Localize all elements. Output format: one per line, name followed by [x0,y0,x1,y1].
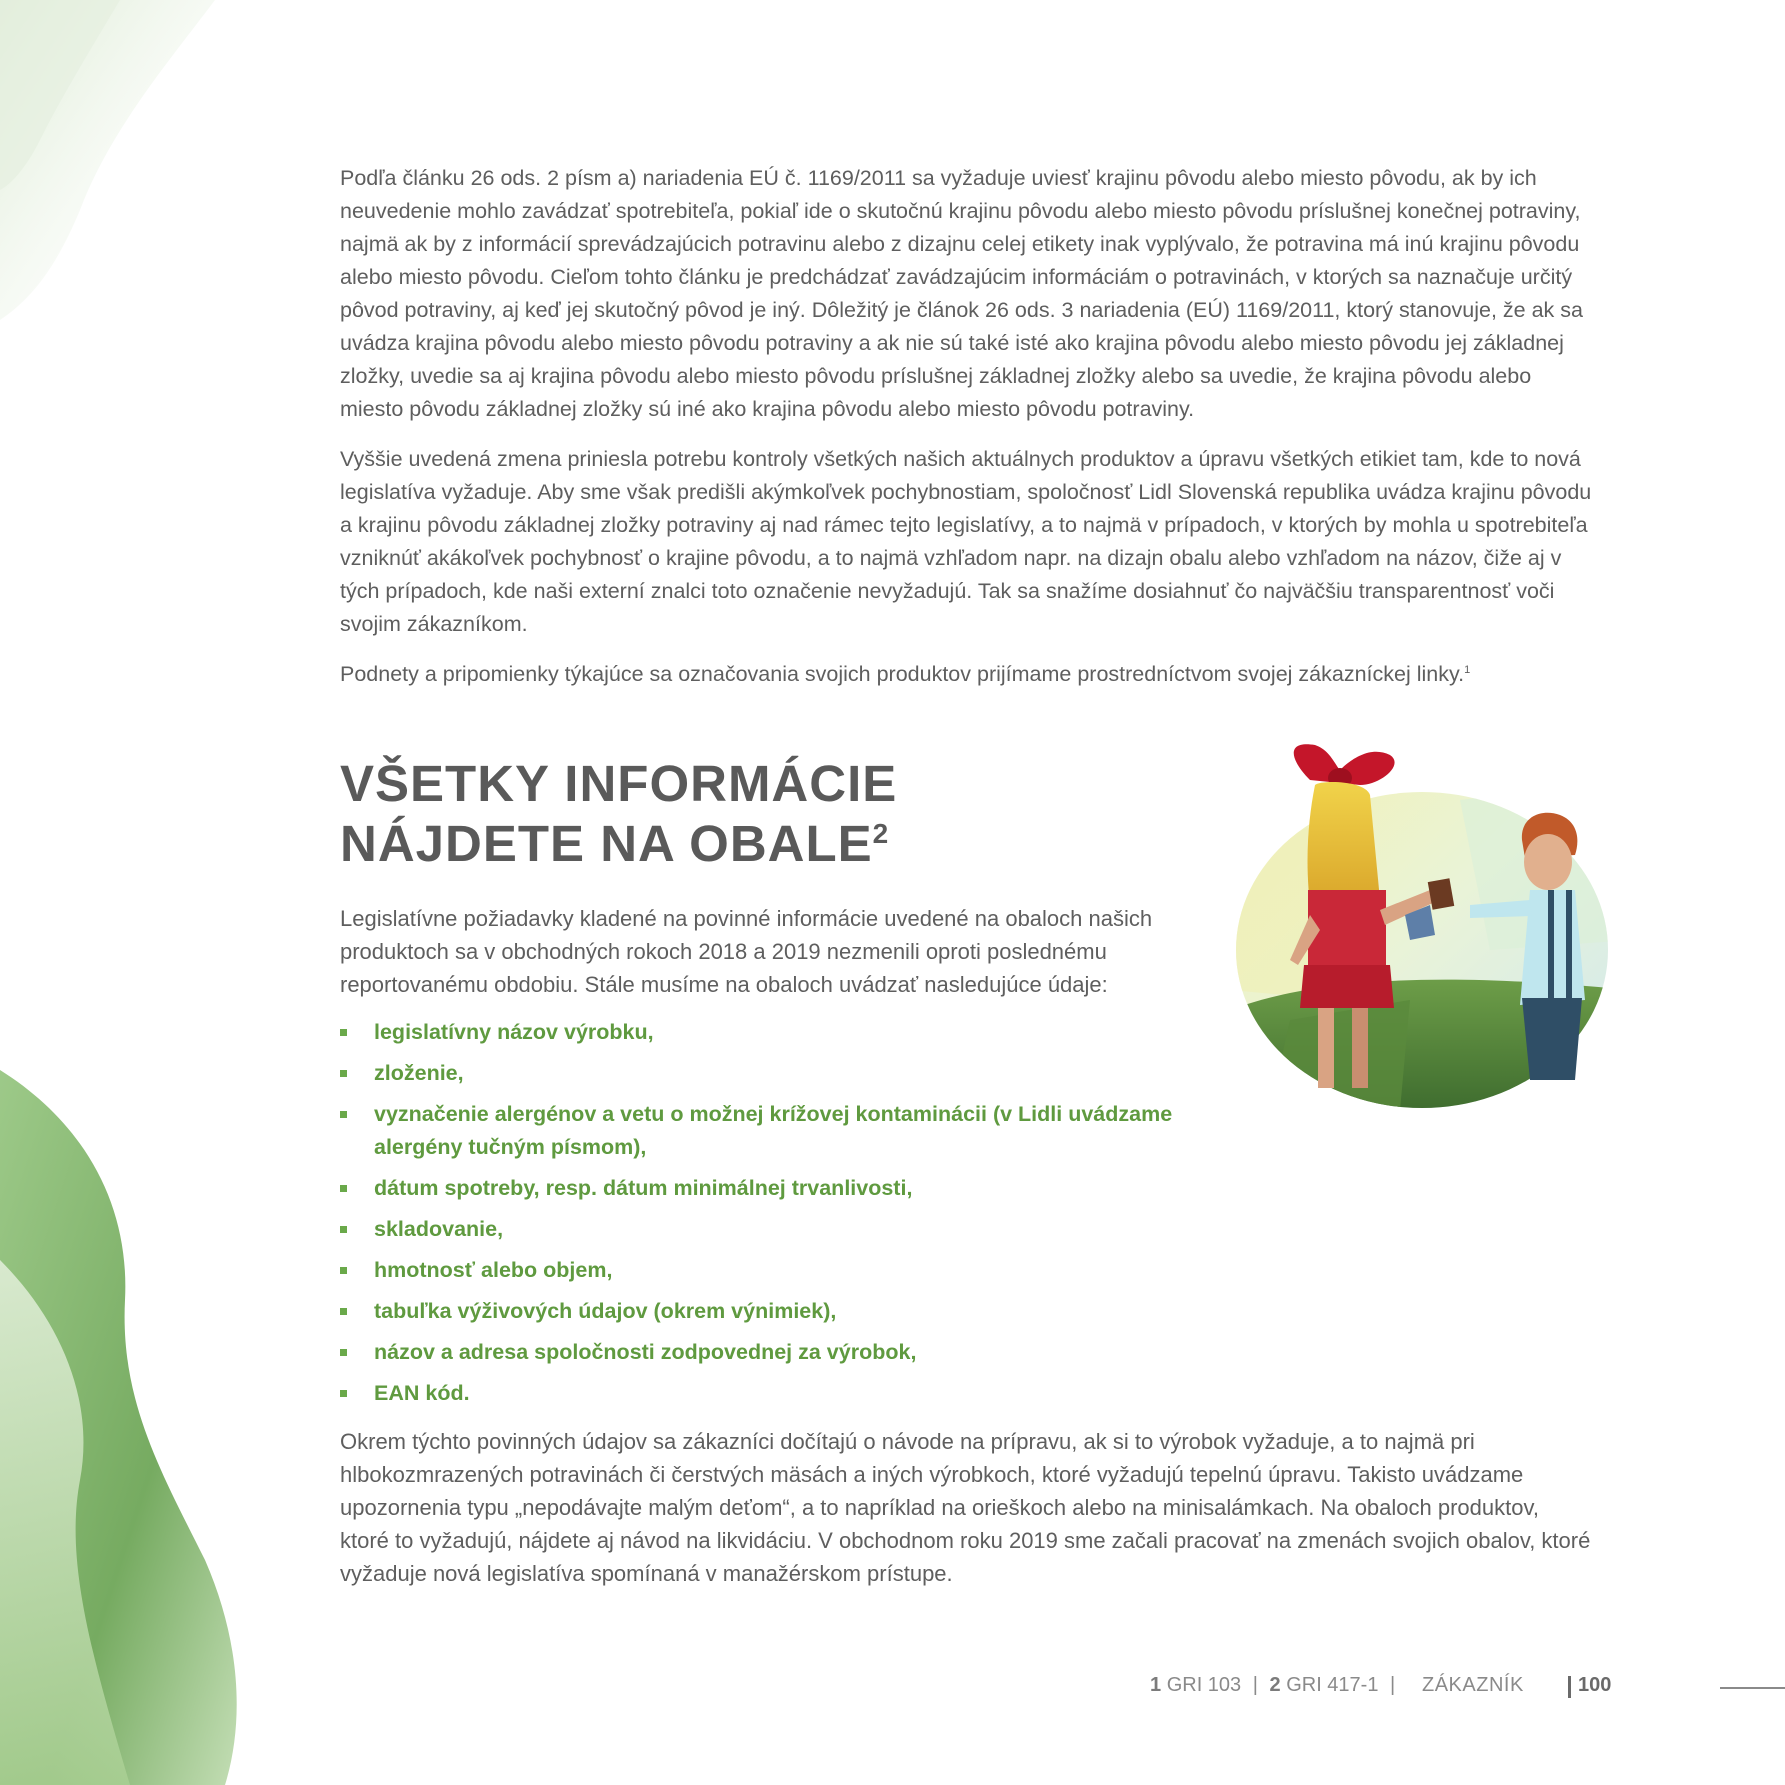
footer-ref-2-number: 2 [1269,1674,1281,1696]
section-heading [340,754,1240,874]
page-number: 100 [1578,1674,1612,1696]
bullet-icon [340,1029,347,1036]
paragraph-2: Vyššie uvedená zmena priniesla potrebu kontroly všetkých našich aktuálnych produktov a úpravu všetkých etikiet tam, kde to nová legislatíva vyžaduje. Aby sme však predišli akýmkoľvek pochybnostiam, spoločnosť Lidl Slovenská republika uvádza krajinu pôvodu a krajinu pôvodu základnej zložky potraviny aj nad rámec tejto legislatívy, a to najmä v prípadoch, v ktorých by mohla u spotrebiteľa vzniknúť akákoľvek pochybnosť o krajine pôvodu, a to najmä vzhľadom napr. na dizajn obalu alebo vzhľadom na názov, čiže aj v tých prípadoch, kde naši externí znalci toto označenie nevyžadujú. Tak sa snažíme dosiahnuť čo najväčšiu transparentnosť voči svojim zákazníkom. [340,447,1592,636]
footnote-ref-1: 1 [1464,663,1471,676]
page-number-bar [1568,1676,1571,1698]
bullet-icon [340,1070,347,1077]
list-item: vyznačenie alergénov a vetu o možnej krížovej kontaminácii (v Lidli uvádzame alergény tučným písmom), [340,1098,1220,1164]
paragraph-3 [340,658,1592,691]
footer-ref-1-number: 1 [1150,1674,1162,1696]
list-item: tabuľka výživových údajov (okrem výnimiek), [340,1295,1220,1328]
footer-ref-1-text: GRI 103 [1166,1674,1242,1696]
footer-rule [1720,1687,1785,1689]
bullet-icon [340,1349,347,1356]
bullet-icon [340,1390,347,1397]
intro-paragraph: Legislatívne požiadavky kladené na povinné informácie uvedené na obaloch našich produktoch sa v obchodných rokoch 2018 a 2019 nezmenili oproti poslednému reportovanému obdobiu. Stále musíme na obaloch uvádzať nasledujúce údaje: [340,906,1153,997]
page-footer [1150,1674,1612,1704]
footnote-ref-2: 2 [872,818,890,849]
bullet-icon [340,1267,347,1274]
heading-line-2: NÁJDETE NA OBALE [340,815,873,872]
list-item: legislatívny názov výrobku, [340,1016,1220,1049]
list-item: dátum spotreby, resp. dátum minimálnej trvanlivosti, [340,1172,1220,1205]
bullet-icon [340,1226,347,1233]
list-item: hmotnosť alebo objem, [340,1254,1220,1287]
list-item: skladovanie, [340,1213,1220,1246]
body-text [340,162,1592,708]
mandatory-info-list [340,1016,1220,1418]
bullet-icon [340,1185,347,1192]
list-item: zloženie, [340,1057,1220,1090]
footer-section-title: ZÁKAZNÍK [1422,1674,1524,1696]
bullet-icon [340,1308,347,1315]
paragraph-3-text: Podnety a pripomienky týkajúce sa označovania svojich produktov prijímame prostredníctvom svojej zákazníckej linky. [340,662,1465,686]
paragraph-1: Podľa článku 26 ods. 2 písm a) nariadenia EÚ č. 1169/2011 sa vyžaduje uviesť krajinu pôvodu alebo miesto pôvodu, ak by ich neuvedenie mohlo zavádzať spotrebiteľa, pokiaľ ide o skutočnú krajinu pôvodu alebo miesto pôvodu príslušnej konečnej potraviny, najmä ak by z informácií sprevádzajúcich potravinu alebo z dizajnu celej etikety inak vyplývalo, že potravina má inú krajinu pôvodu alebo miesto pôvodu. Cieľom tohto článku je predchádzať zavádzajúcim informáciám o potravinách, v ktorých sa naznačuje určitý pôvod potraviny, aj keď jej skutočný pôvod je iný. Dôležitý je článok 26 ods. 3 nariadenia (EÚ) 1169/2011, ktorý stanovuje, že ak sa uvádza krajina pôvodu alebo miesto pôvodu potraviny a ak nie sú také isté ako krajina pôvodu alebo miesto pôvodu jej základnej zložky, uvedie sa aj krajina pôvodu alebo miesto pôvodu príslušnej základnej zložky alebo sa uvedie, že krajina pôvodu alebo miesto pôvodu základnej zložky sú iné ako krajina pôvodu alebo miesto pôvodu potraviny. [340,166,1583,421]
footer-separator: | [1252,1674,1258,1696]
closing-paragraph: Okrem týchto povinných údajov sa zákazníci dočítajú o návode na prípravu, ak si to výrobok vyžaduje, a to najmä pri hlbokozmrazených potravinách či čerstvých mäsách a iných výrobkoch, ktoré vyžadujú tepelnú úpravu. Takisto uvádzame upozornenia typu „nepodávajte malým deťom“, a to napríklad na orieškoch alebo na minisalámkach. Na obaloch produktov, ktoré to vyžadujú, nájdete aj návod na likvidáciu. V obchodnom roku 2019 sme začali pracovať na zmenách svojich obalov, ktoré vyžaduje nová legislatíva spomínaná v manažérskom prístupe. [340,1429,1591,1586]
children-illustration [1230,740,1630,1110]
heading-line-1: VŠETKY INFORMÁCIE [340,755,898,812]
list-item: názov a adresa spoločnosti zodpovednej za výrobok, [340,1336,1220,1369]
footer-separator: | [1390,1674,1396,1696]
bullet-icon [340,1111,347,1118]
footer-ref-2-text: GRI 417-1 [1286,1674,1379,1696]
list-item: EAN kód. [340,1377,1220,1410]
